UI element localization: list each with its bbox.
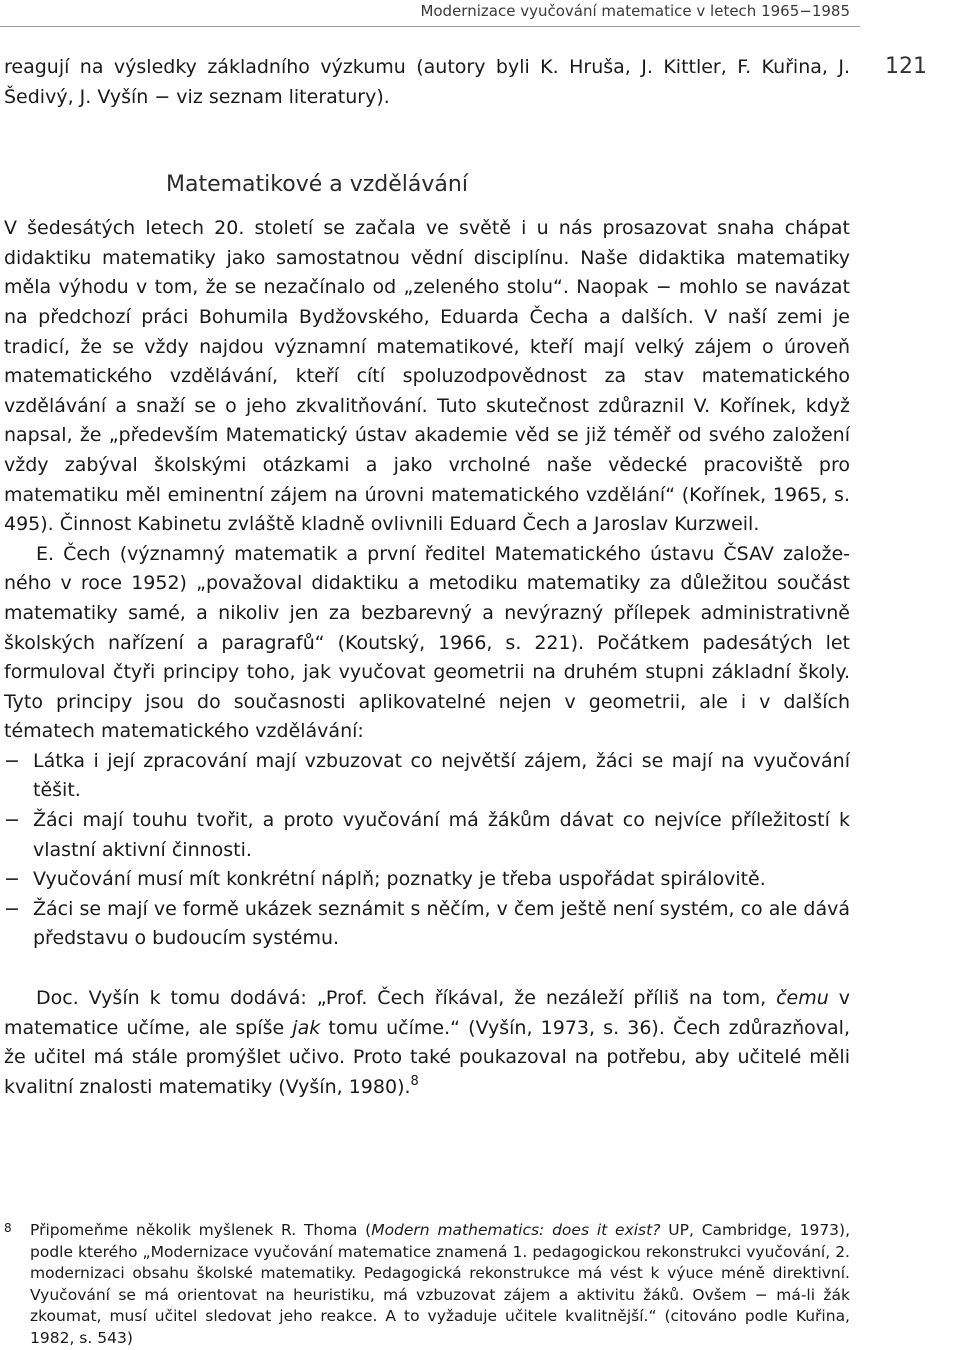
quote-paragraph bbox=[4, 984, 850, 1102]
list-item-text: Látka i její zpracování mají vzbuzovat co největší zájem, žáci se mají na vyučování těšit. bbox=[33, 749, 850, 802]
list-item bbox=[4, 865, 850, 895]
quote-emphasis: jak bbox=[292, 1016, 321, 1039]
paragraph-1: V šedesátých letech 20. století se začala ve světě i u nás prosazovat snaha chápat didaktiku matematiky jako samostatnou vědní disciplínu. Naše didaktika matematiky měla výhodu v tom, že se nezačínalo od „zeleného stolu“. Naopak − mohlo se navázat na předchozí práci Bohumila Bydžovského, Eduarda Čecha a dalších. V naší zemi je tradicí, že se vždy najdou významní matematikové, kteří mají velký zájem o úroveň matematického vzdělávání, kteří cítí spoluzodpovědnost za stav matematického vzdělávání a snaží se o jeho zkvalitňování. Tuto skutečnost zdůraznil V. Kořínek, když napsal, že „především Matematický ústav akademie věd se již téměř od svého založení vždy zabýval školskými otázkami a jako vrcholné naše vědecké pracoviště pro matematiku měl eminentní zájem na úrovni matematického vzdělání“ (Kořínek, 1965, s. 495). Činnost Kabinetu zvláště kladně ovlivnili Eduard Čech a Jaroslav Kurzweil. bbox=[4, 217, 850, 536]
paragraph-2: E. Čech (významný matematik a první ředitel Matematického ústavu ČSAV založeného v roce 1952) „považoval didaktiku a metodiku matematiky za důležitou součást matematiky samé, a nikoliv jen za bezbarevný a nevýrazný přílepek administrativně školských nařízení a paragrafů“ (Koutský, 1966, s. 221). Počátkem padesátých let formuloval čtyři principy toho, jak vyučovat geometrii na druhém stupni základní školy. Tyto principy jsou do současnosti aplikovatelné nejen v geometrii, ale i v dalších tématech matematického vzdělávání: bbox=[4, 542, 850, 743]
list-item bbox=[4, 895, 850, 954]
dash-bullet: − bbox=[4, 897, 20, 920]
quote-text: v matematice učíme, ale spíše bbox=[4, 987, 850, 1039]
principles-list bbox=[4, 747, 850, 954]
intro-paragraph: reagují na výsledky základního výzkumu (autory byli K. Hruša, J. Kittler, F. Kuřina, J. Šedivý, J. Vyšín − viz seznam literatury). bbox=[4, 56, 850, 108]
list-item bbox=[4, 747, 850, 806]
section-heading: Matematikové a vzdělávání bbox=[166, 172, 468, 198]
quote-text: Doc. Vyšín k tomu dodává: „Prof. Čech říkával, že nezáleží příliš na tom, bbox=[36, 987, 777, 1010]
list-item-text: Žáci se mají ve formě ukázek seznámit s něčím, v čem ještě není systém, co ale dává představu o budoucím systému. bbox=[33, 897, 850, 950]
dash-bullet: − bbox=[4, 809, 20, 832]
footnote-title: Modern mathematics: does it exist? bbox=[371, 1221, 661, 1239]
running-title: Modernizace vyučování matematice v letech 1965−1985 bbox=[420, 2, 850, 20]
footnote bbox=[4, 1220, 850, 1350]
footnote-text-part: UP, Cambridge, 1973), podle kterého „Modernizace vyučování matematice znamená 1. pedagogickou rekonstrukci vyučování, 2. modernizaci obsahu školské matematiky. Pedagogická rekonstrukce má vést k výuce méně direktivní. Vyučování se má orientovat na heuristiku, má vzbuzovat zájem a aktivitu žáků. Ovšem − má-li žák zkoumat, musí učitel sledovat jeho reakce. A to vyžaduje učitele kvalitnější.“ (citováno podle Kuřina, 1982, s. 543) bbox=[30, 1221, 851, 1347]
footnote-text-part: Připomeňme několik myšlenek R. Thoma ( bbox=[30, 1221, 372, 1239]
dash-bullet: − bbox=[4, 749, 20, 772]
list-item-text: Žáci mají touhu tvořit, a proto vyučování má žákům dávat co nejvíce příležitostí k vlastní aktivní činnosti. bbox=[33, 809, 850, 861]
footnote-reference[interactable]: 8 bbox=[410, 1073, 419, 1089]
footnote-mark: 8 bbox=[4, 1221, 12, 1235]
list-item bbox=[4, 806, 850, 865]
list-item-text: Vyučování musí mít konkrétní náplň; poznatky je třeba uspořádat spirálovitě. bbox=[33, 868, 766, 891]
page-number: 121 bbox=[885, 54, 927, 79]
main-text bbox=[4, 53, 850, 1102]
quote-emphasis: čemu bbox=[776, 987, 829, 1010]
footnote-text bbox=[30, 1220, 850, 1350]
dash-bullet: − bbox=[4, 868, 20, 891]
quote-text: tomu učíme.“ (Vyšín, 1973, s. 36). Čech zdůrazňoval, že učitel má stále promýšlet učivo. Proto také poukazoval na potřebu, aby učitelé měli kvalitní znalosti matematiky (Vyšín, 1980). bbox=[4, 1016, 850, 1098]
running-header bbox=[0, 0, 860, 27]
